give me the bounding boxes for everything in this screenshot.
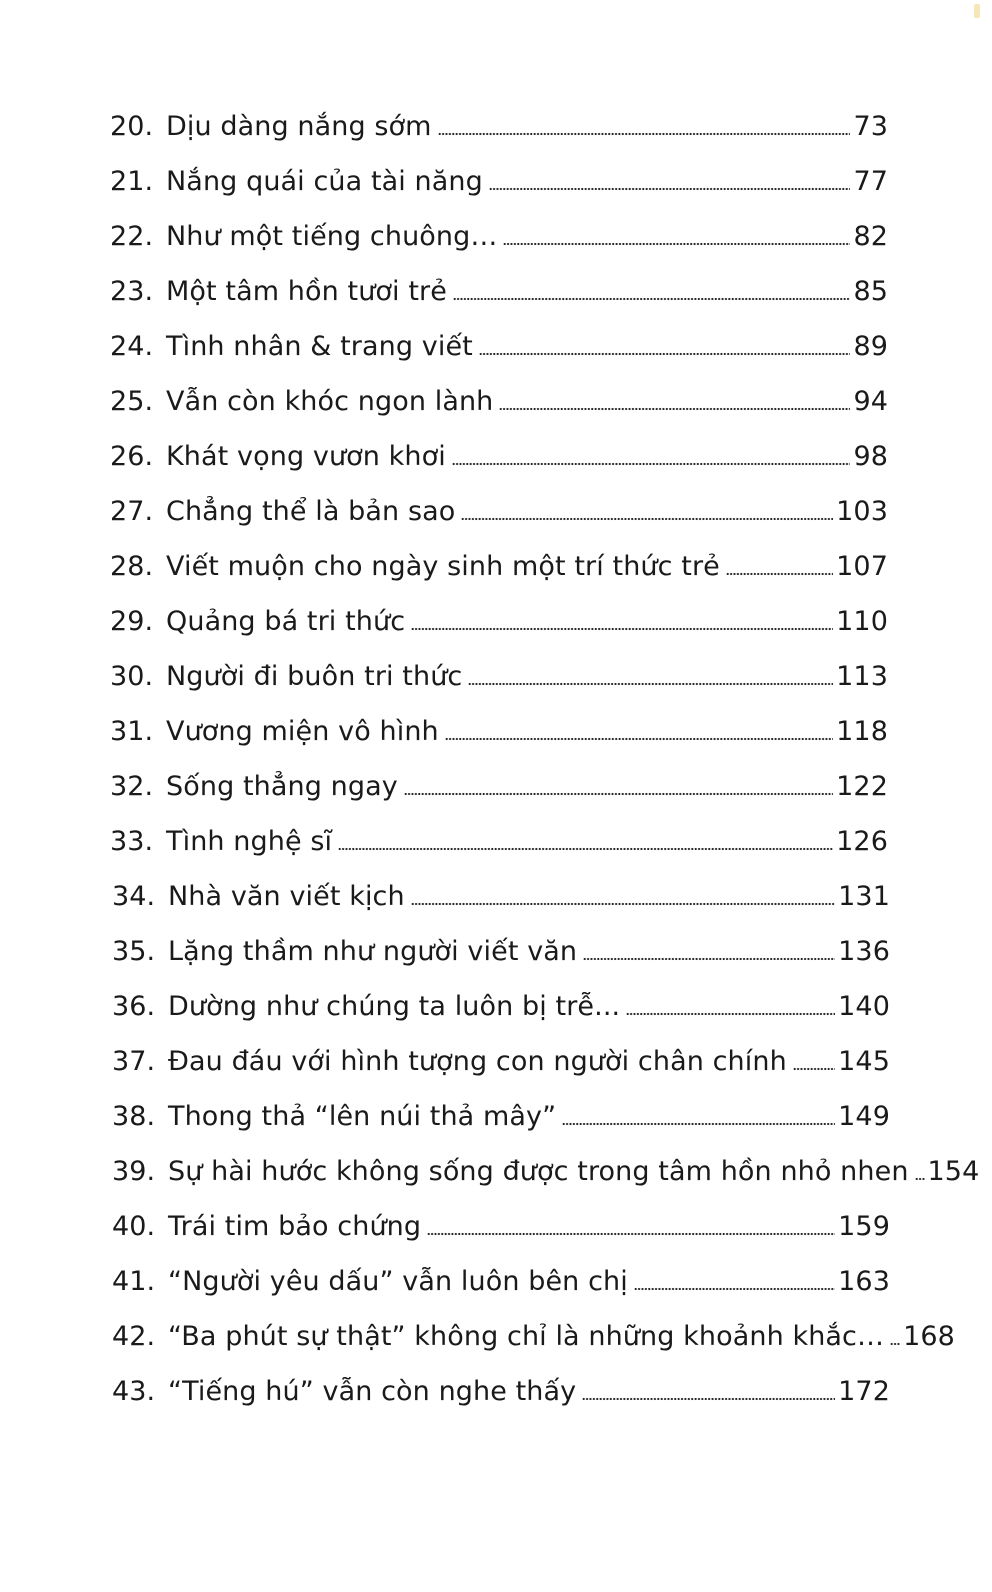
entry-page-number: 168	[903, 1321, 955, 1352]
entry-page-number: 159	[838, 1211, 890, 1242]
toc-entry[interactable]	[110, 379, 888, 419]
entry-number: 23.	[110, 276, 154, 307]
entry-title: Nắng quái của tài năng	[166, 166, 483, 197]
entry-page-number: 85	[853, 276, 888, 307]
entry-title: Sống thẳng ngay	[166, 771, 398, 802]
entry-number: 24.	[110, 331, 154, 362]
entry-number: 25.	[110, 386, 154, 417]
entry-title: Nhà văn viết kịch	[168, 881, 405, 912]
entry-number: 21.	[110, 166, 154, 197]
entry-number: 22.	[110, 221, 154, 252]
entry-page-number: 103	[836, 496, 888, 527]
dot-leader	[453, 296, 851, 302]
toc-entry[interactable]	[112, 1259, 890, 1299]
entry-page-number: 107	[836, 551, 888, 582]
toc-entry[interactable]	[112, 1204, 890, 1244]
entry-title: Người đi buôn tri thức	[166, 661, 463, 692]
dot-leader	[452, 461, 851, 467]
dot-leader	[499, 406, 850, 412]
entry-number: 27.	[110, 496, 154, 527]
dot-leader	[915, 1176, 925, 1182]
toc-entry[interactable]	[110, 434, 888, 474]
entry-number: 30.	[110, 661, 154, 692]
toc-entry[interactable]	[112, 1369, 890, 1409]
dot-leader	[461, 516, 833, 522]
entry-page-number: 94	[853, 386, 888, 417]
dot-leader	[634, 1286, 835, 1292]
toc-entry[interactable]	[110, 214, 888, 254]
entry-page-number: 163	[838, 1266, 890, 1297]
entry-title: Lặng thầm như người viết văn	[168, 936, 578, 967]
entry-number: 37.	[112, 1046, 156, 1077]
entry-number: 28.	[110, 551, 154, 582]
entry-number: 39.	[112, 1156, 156, 1187]
entry-title: Quảng bá tri thức	[166, 606, 406, 637]
toc-entry[interactable]	[110, 709, 888, 749]
entry-title: “Người yêu dấu” vẫn luôn bên chị	[168, 1266, 628, 1297]
entry-number: 40.	[112, 1211, 156, 1242]
entry-title: Một tâm hồn tươi trẻ	[166, 276, 447, 307]
entry-page-number: 136	[838, 936, 890, 967]
entry-page-number: 98	[853, 441, 888, 472]
dot-leader	[411, 901, 835, 907]
entry-title: Tình nhân & trang viết	[166, 331, 473, 362]
toc-entry[interactable]	[112, 1149, 980, 1189]
entry-title: Viết muộn cho ngày sinh một trí thức trẻ	[166, 551, 720, 582]
dot-leader	[489, 186, 851, 192]
entry-page-number: 113	[836, 661, 888, 692]
dot-leader	[427, 1231, 835, 1237]
entry-page-number: 140	[838, 991, 890, 1022]
toc-entry[interactable]	[110, 544, 888, 584]
dot-leader	[562, 1121, 835, 1127]
entry-title: Thong thả “lên núi thả mây”	[168, 1101, 557, 1132]
entry-title: Đau đáu với hình tượng con người chân chính	[168, 1046, 787, 1077]
entry-number: 35.	[112, 936, 156, 967]
dot-leader	[626, 1011, 835, 1017]
entry-page-number: 89	[853, 331, 888, 362]
entry-page-number: 110	[836, 606, 888, 637]
entry-page-number: 122	[836, 771, 888, 802]
toc-entry[interactable]	[110, 764, 888, 804]
entry-title: Sự hài hước không sống được trong tâm hồn nhỏ nhen	[168, 1156, 909, 1187]
toc-entry[interactable]	[112, 1314, 955, 1354]
entry-number: 41.	[112, 1266, 156, 1297]
entry-number: 31.	[110, 716, 154, 747]
toc-entry[interactable]	[112, 874, 890, 914]
entry-title: Vương miện vô hình	[166, 716, 439, 747]
entry-number: 26.	[110, 441, 154, 472]
entry-number: 34.	[112, 881, 156, 912]
dot-leader	[890, 1341, 900, 1347]
dot-leader	[582, 1396, 835, 1402]
dot-leader	[438, 131, 851, 137]
toc-entry[interactable]	[112, 929, 890, 969]
dot-leader	[503, 241, 850, 247]
entry-number: 33.	[110, 826, 154, 857]
entry-page-number: 82	[853, 221, 888, 252]
entry-page-number: 118	[836, 716, 888, 747]
entry-title: Trái tim bảo chứng	[168, 1211, 422, 1242]
dot-leader	[468, 681, 833, 687]
entry-number: 38.	[112, 1101, 156, 1132]
entry-title: Chẳng thể là bản sao	[166, 496, 456, 527]
entry-number: 43.	[112, 1376, 156, 1407]
entry-number: 20.	[110, 111, 154, 142]
toc-entry[interactable]	[110, 104, 888, 144]
dot-leader	[338, 846, 833, 852]
toc-entry[interactable]	[110, 159, 888, 199]
entry-number: 42.	[112, 1321, 156, 1352]
dot-leader	[445, 736, 833, 742]
toc-entry[interactable]	[110, 654, 888, 694]
toc-entry[interactable]	[110, 819, 888, 859]
toc-entry[interactable]	[110, 324, 888, 364]
entry-page-number: 145	[838, 1046, 890, 1077]
dot-leader	[726, 571, 833, 577]
toc-entry[interactable]	[110, 269, 888, 309]
toc-entry[interactable]	[112, 984, 890, 1024]
entry-number: 36.	[112, 991, 156, 1022]
dot-leader	[411, 626, 833, 632]
entry-title: “Ba phút sự thật” không chỉ là những khoảnh khắc…	[168, 1321, 885, 1352]
entry-title: Như một tiếng chuông…	[166, 221, 498, 252]
toc-entry[interactable]	[112, 1094, 890, 1134]
entry-number: 29.	[110, 606, 154, 637]
dot-leader	[583, 956, 835, 962]
entry-page-number: 126	[836, 826, 888, 857]
entry-page-number: 149	[838, 1101, 890, 1132]
dot-leader	[793, 1066, 835, 1072]
toc-entry[interactable]	[110, 489, 888, 529]
entry-page-number: 73	[853, 111, 888, 142]
dot-leader	[479, 351, 851, 357]
entry-page-number: 154	[927, 1156, 980, 1187]
entry-page-number: 172	[838, 1376, 890, 1407]
dot-leader	[404, 791, 833, 797]
entry-title: Khát vọng vươn khơi	[166, 441, 446, 472]
toc-entry[interactable]	[110, 599, 888, 639]
toc-entry[interactable]	[112, 1039, 890, 1079]
entry-number: 32.	[110, 771, 154, 802]
entry-title: “Tiếng hú” vẫn còn nghe thấy	[168, 1376, 577, 1407]
entry-title: Vẫn còn khóc ngon lành	[166, 386, 494, 417]
entry-title: Dịu dàng nắng sớm	[166, 111, 432, 142]
entry-page-number: 131	[838, 881, 890, 912]
entry-title: Dường như chúng ta luôn bị trễ...	[168, 991, 621, 1022]
entry-page-number: 77	[853, 166, 888, 197]
entry-title: Tình nghệ sĩ	[166, 826, 333, 857]
